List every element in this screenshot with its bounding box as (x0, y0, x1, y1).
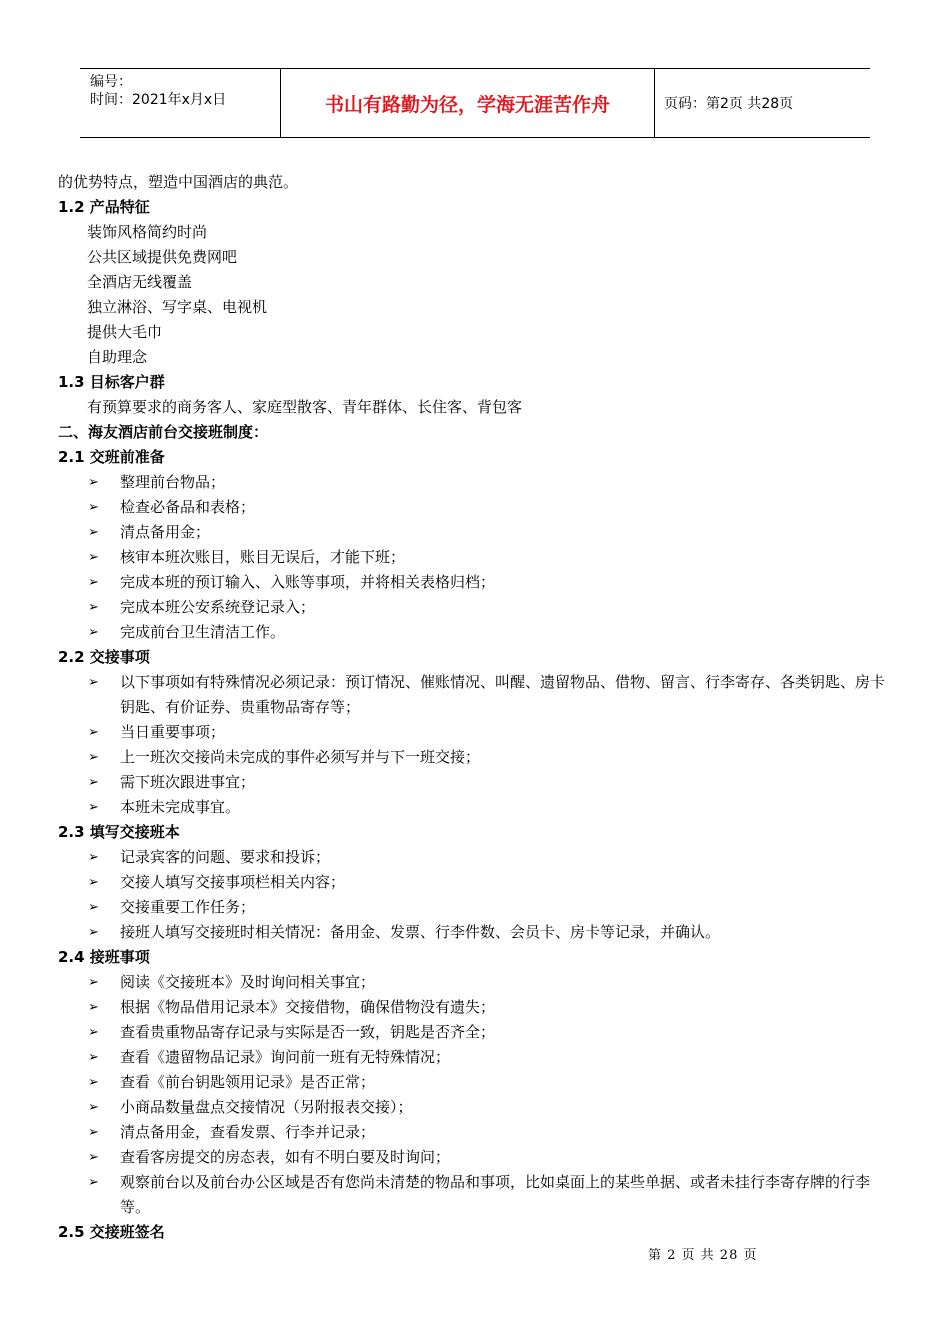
section-2-4-heading: 2.4 接班事项 (58, 948, 150, 966)
feature-item: 独立淋浴、写字桌、电视机 (87, 298, 268, 316)
feature-item: 自助理念 (87, 348, 148, 366)
document-body (58, 170, 898, 1245)
section-2-3-heading: 2.3 填写交接班本 (58, 823, 180, 841)
arrow-bullet-icon: ➢ (88, 1125, 99, 1140)
header-motto-cell (281, 69, 655, 137)
arrow-bullet-icon: ➢ (88, 1000, 99, 1015)
list-item: ➢ 记录宾客的问题、要求和投诉； (58, 845, 898, 870)
list-item: ➢ 本班未完成事宜。 (58, 795, 898, 820)
list-item: ➢ 以下事项如有特殊情况必须记录：预订情况、催账情况、叫醒、遗留物品、借物、留言、行李寄存、各类钥匙、房卡钥匙、有价证券、贵重物品寄存等； (58, 670, 898, 720)
list-item: ➢ 清点备用金，查看发票、行李并记录； (58, 1120, 898, 1145)
arrow-bullet-icon: ➢ (88, 1050, 99, 1065)
list-item: ➢ 整理前台物品； (58, 470, 898, 495)
arrow-bullet-icon: ➢ (88, 575, 99, 590)
arrow-bullet-icon: ➢ (88, 975, 99, 990)
arrow-bullet-icon: ➢ (88, 800, 99, 815)
list-item: ➢ 完成前台卫生清洁工作。 (58, 620, 898, 645)
section-1-3-heading: 1.3 目标客户群 (58, 373, 165, 391)
document-date-label: 时间：2021年x月x日 (90, 92, 227, 108)
list-item: ➢ 根据《物品借用记录本》交接借物，确保借物没有遗失； (58, 995, 898, 1020)
header-page-cell (655, 69, 870, 137)
document-number-label: 编号： (90, 74, 132, 90)
feature-item: 公共区域提供免费网吧 (87, 248, 238, 266)
list-item: ➢ 观察前台以及前台办公区域是否有您尚未清楚的物品和事项，比如桌面上的某些单据、或者未挂行李寄存牌的行李等。 (58, 1170, 898, 1220)
arrow-bullet-icon: ➢ (88, 475, 99, 490)
arrow-bullet-icon: ➢ (88, 1175, 99, 1190)
list-item: ➢ 当日重要事项； (58, 720, 898, 745)
page-footer: 第 2 页 共 28 页 (648, 1248, 758, 1263)
intro-tail-text: 的优势特点，塑造中国酒店的典范。 (58, 173, 299, 191)
list-item: ➢ 查看《前台钥匙领用记录》是否正常； (58, 1070, 898, 1095)
list-item: ➢ 查看贵重物品寄存记录与实际是否一致，钥匙是否齐全； (58, 1020, 898, 1045)
list-item: ➢ 需下班次跟进事宜； (58, 770, 898, 795)
list-item: ➢ 上一班次交接尚未完成的事件必须写并与下一班交接； (58, 745, 898, 770)
list-item: ➢ 查看《遗留物品记录》询问前一班有无特殊情况； (58, 1045, 898, 1070)
arrow-bullet-icon: ➢ (88, 900, 99, 915)
list-item: ➢ 查看客房提交的房态表，如有不明白要及时询问； (58, 1145, 898, 1170)
arrow-bullet-icon: ➢ (88, 725, 99, 740)
list-item: ➢ 完成本班公安系统登记录入； (58, 595, 898, 620)
feature-item: 全酒店无线覆盖 (87, 273, 193, 291)
section-1-2-heading: 1.2 产品特征 (58, 198, 150, 216)
arrow-bullet-icon: ➢ (88, 500, 99, 515)
arrow-bullet-icon: ➢ (88, 875, 99, 890)
page-header (80, 68, 870, 138)
arrow-bullet-icon: ➢ (88, 1075, 99, 1090)
arrow-bullet-icon: ➢ (88, 1025, 99, 1040)
arrow-bullet-icon: ➢ (88, 750, 99, 765)
arrow-bullet-icon: ➢ (88, 525, 99, 540)
arrow-bullet-icon: ➢ (88, 1150, 99, 1165)
section-2-2-heading: 2.2 交接事项 (58, 648, 150, 666)
arrow-bullet-icon: ➢ (88, 600, 99, 615)
header-motto: 书山有路勤为径，学海无涯苦作舟 (324, 94, 610, 116)
list-item: ➢ 清点备用金； (58, 520, 898, 545)
list-item: ➢ 小商品数量盘点交接情况（另附报表交接）； (58, 1095, 898, 1120)
arrow-bullet-icon: ➢ (88, 625, 99, 640)
arrow-bullet-icon: ➢ (88, 775, 99, 790)
list-item: ➢ 阅读《交接班本》及时询问相关事宜； (58, 970, 898, 995)
feature-item: 装饰风格简约时尚 (87, 223, 208, 241)
arrow-bullet-icon: ➢ (88, 675, 99, 690)
arrow-bullet-icon: ➢ (88, 1100, 99, 1115)
header-page-info: 页码：第2页 共28页 (664, 96, 794, 112)
feature-item: 提供大毛巾 (87, 323, 163, 341)
list-item: ➢ 交接人填写交接事项栏相关内容； (58, 870, 898, 895)
list-item: ➢ 交接重要工作任务； (58, 895, 898, 920)
list-item: ➢ 核审本班次账目，账目无误后，才能下班； (58, 545, 898, 570)
header-info-cell (80, 69, 281, 137)
section-2-5-heading: 2.5 交接班签名 (58, 1223, 165, 1241)
section-2-1-heading: 2.1 交班前准备 (58, 448, 165, 466)
list-item: ➢ 接班人填写交接班时相关情况：备用金、发票、行李件数、会员卡、房卡等记录，并确认。 (58, 920, 898, 945)
section-2-heading: 二、海友酒店前台交接班制度： (58, 423, 269, 441)
list-item: ➢ 完成本班的预订输入、入账等事项，并将相关表格归档； (58, 570, 898, 595)
target-customers-text: 有预算要求的商务客人、家庭型散客、青年群体、长住客、背包客 (87, 398, 523, 416)
arrow-bullet-icon: ➢ (88, 925, 99, 940)
arrow-bullet-icon: ➢ (88, 550, 99, 565)
list-item: ➢ 检查必备品和表格； (58, 495, 898, 520)
arrow-bullet-icon: ➢ (88, 850, 99, 865)
